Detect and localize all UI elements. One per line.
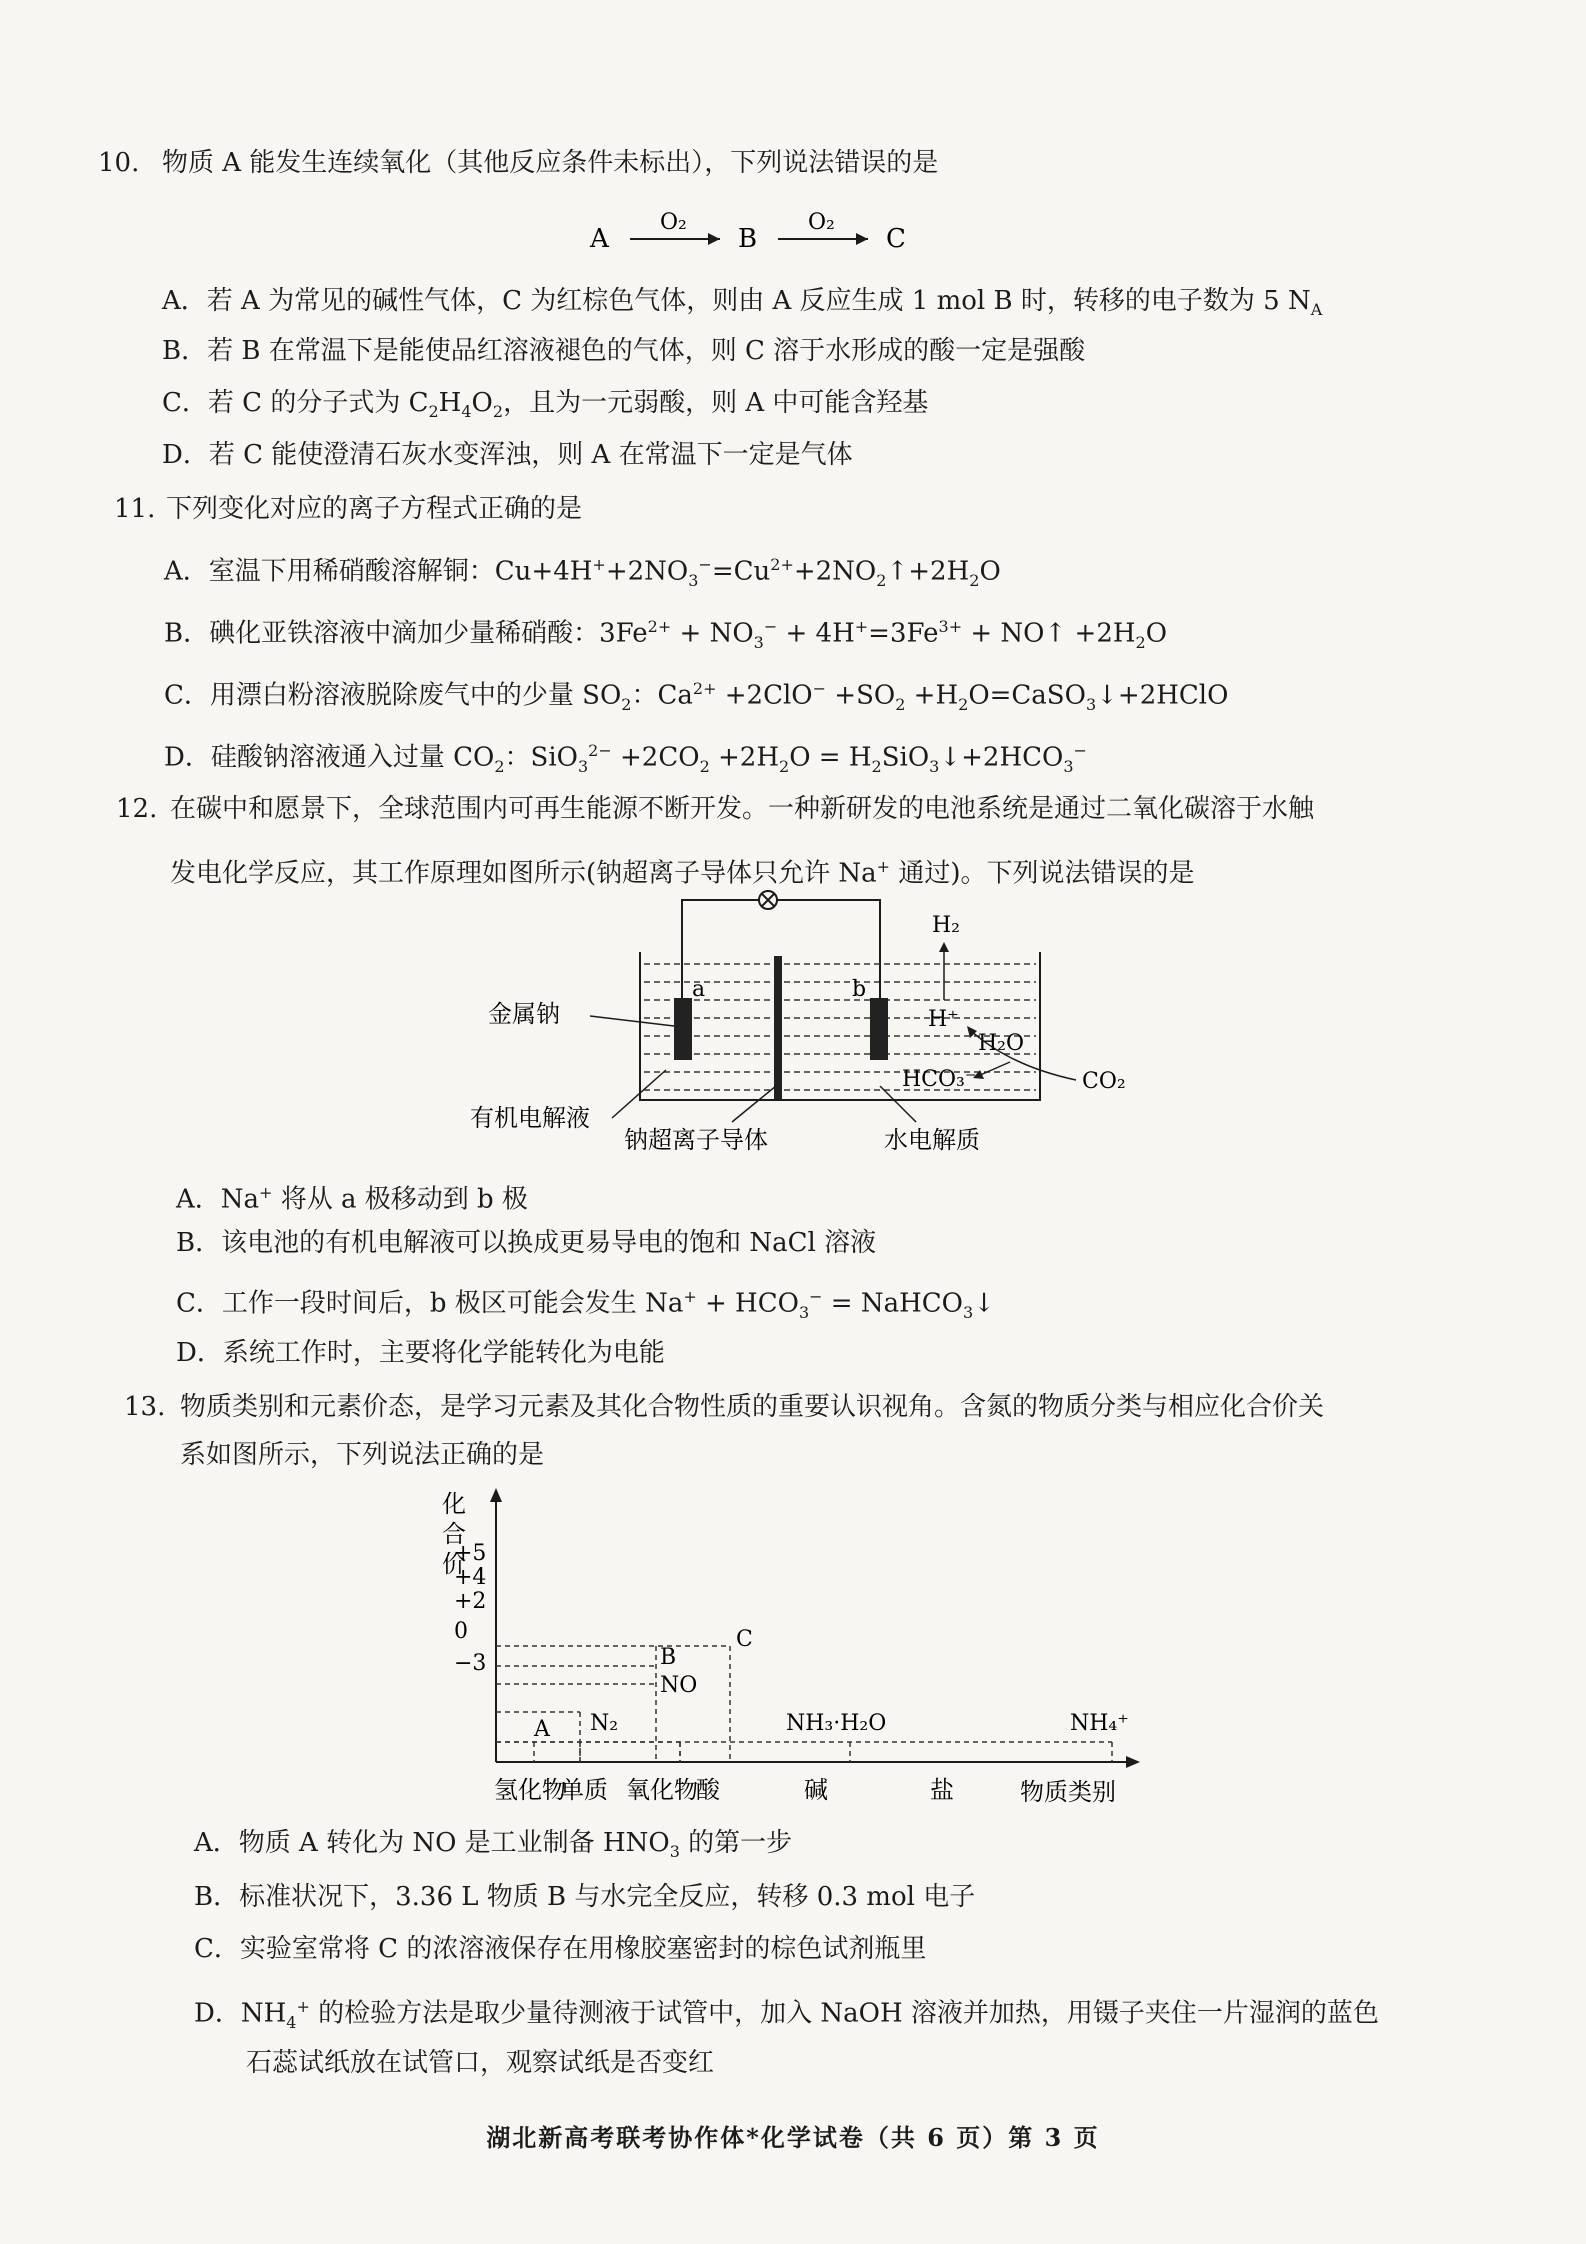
label-aqueous: 水电解质 bbox=[884, 1126, 980, 1154]
chart-ylabel-3: 价 bbox=[442, 1550, 466, 1578]
q13-option-c: C．实验室常将 C 的浓溶液保存在用橡胶塞密封的棕色试剂瓶里 bbox=[194, 1934, 927, 1964]
q12-option-c: C．工作一段时间后，b 极区可能会发生 $Na^+ + HCO_3^-$ = NaHCO$_3$↓ bbox=[176, 1287, 995, 1322]
scheme-a: A bbox=[590, 224, 609, 254]
chart-xtick: 盐 bbox=[930, 1776, 954, 1804]
label-h2: H₂ bbox=[932, 913, 961, 938]
label-h2o: H₂O bbox=[978, 1031, 1025, 1056]
label-hco3: HCO₃⁻ bbox=[902, 1067, 977, 1092]
q11-number: 11. bbox=[114, 494, 156, 524]
label-conductor: 钠超离子导体 bbox=[624, 1126, 768, 1154]
valence-chart bbox=[430, 1480, 1170, 1820]
q10-stem: 物质 A 能发生连续氧化（其他反应条件未标出），下列说法错误的是 bbox=[162, 148, 939, 178]
q13-option-d: D．$NH_4^+$ 的检验方法是取少量待测液于试管中，加入 NaOH 溶液并加热，用镊子夹住一片湿润的蓝色 bbox=[194, 1997, 1379, 2032]
q12-option-a: A．Na+ 将从 a 极移动到 b 极 bbox=[176, 1183, 528, 1215]
q11-option-a: A．室温下用稀硝酸溶解铜：$Cu+4H^++2NO_3^-=Cu^{2+}+2NO_2↑+2H_2O$ bbox=[164, 555, 1001, 590]
chart-ytick: +4 bbox=[454, 1565, 487, 1590]
chart-point-b: B bbox=[660, 1645, 677, 1670]
q13-option-a: A．物质 A 转化为 NO 是工业制备 $HNO_3$ 的第一步 bbox=[194, 1828, 793, 1862]
label-a: a bbox=[692, 977, 706, 1002]
chart-ytick: +2 bbox=[454, 1589, 487, 1614]
label-co2: CO₂ bbox=[1082, 1069, 1126, 1094]
q10-option-a: A．若 A 为常见的碱性气体，C 为红棕色气体，则由 A 反应生成 1 mol B 时，转移的电子数为 5 $N_A$ bbox=[162, 286, 1323, 320]
q10-option-c: C．若 C 的分子式为 $C_2H_4O_2$，且为一元弱酸，则 A 中可能含羟基 bbox=[162, 388, 929, 422]
q13-stem-line2: 系如图所示，下列说法正确的是 bbox=[180, 1440, 545, 1470]
chart-ytick: −3 bbox=[454, 1651, 487, 1676]
scheme-o2-1: O₂ bbox=[660, 210, 687, 235]
na-conductor bbox=[774, 956, 782, 1100]
chart-point-c: C bbox=[736, 1627, 753, 1652]
q10-option-d: D．若 C 能使澄清石灰水变浑浊，则 A 在常温下一定是气体 bbox=[162, 440, 853, 470]
chart-point-n2: N₂ bbox=[590, 1711, 619, 1736]
q12-option-d: D．系统工作时，主要将化学能转化为电能 bbox=[176, 1338, 665, 1368]
q11-stem: 下列变化对应的离子方程式正确的是 bbox=[166, 494, 583, 524]
chart-ytick: +5 bbox=[454, 1541, 487, 1566]
q13-number: 13. bbox=[124, 1392, 166, 1422]
chart-point-nh3h2o: NH₃·H₂O bbox=[786, 1711, 887, 1736]
page-footer: 湖北新高考联考协作体*化学试卷（共 6 页）第 3 页 bbox=[486, 2123, 1100, 2152]
scheme-o2-2: O₂ bbox=[808, 210, 835, 235]
scheme-c: C bbox=[886, 224, 906, 254]
chart-ylabel-2: 合 bbox=[442, 1520, 466, 1548]
label-b: b bbox=[852, 977, 867, 1002]
q11-option-d: D．硅酸钠溶液通入过量 $CO_2$：$SiO_3^{2-} +2CO_2 +2H_2O$ = $H_2SiO_3↓+2HCO_3^-$ bbox=[164, 741, 1087, 776]
chart-xtick: 氧化物 bbox=[626, 1776, 698, 1804]
label-metal-na: 金属钠 bbox=[488, 1000, 560, 1028]
q11-option-c: C．用漂白粉溶液脱除废气中的少量 $SO_2$：$Ca^{2+} +2ClO^- +SO_2$ $+H_2O=CaSO_3↓+2HClO$ bbox=[164, 679, 1229, 714]
q13-option-d-cont: 石蕊试纸放在试管口，观察试纸是否变红 bbox=[246, 2048, 715, 2078]
q10-scheme bbox=[560, 205, 980, 265]
q13-stem-line1: 物质类别和元素价态，是学习元素及其化合物性质的重要认识视角。含氮的物质分类与相应化合价关 bbox=[180, 1392, 1325, 1422]
q12-option-b: B．该电池的有机电解液可以换成更易导电的饱和 NaCl 溶液 bbox=[176, 1228, 877, 1258]
chart-xtick: 单质 bbox=[560, 1776, 608, 1804]
q12-stem-line2: 发电化学反应，其工作原理如图所示(钠超离子导体只允许 Na+ 通过)。下列说法错误的是 bbox=[170, 857, 1195, 889]
chart-xtick: 酸 bbox=[696, 1776, 720, 1804]
chart-point-a: A bbox=[534, 1717, 550, 1742]
q10-number: 10. bbox=[98, 148, 140, 178]
chart-point-no: NO bbox=[660, 1673, 698, 1698]
label-organic: 有机电解液 bbox=[470, 1104, 590, 1132]
q10-option-b: B．若 B 在常温下是能使品红溶液褪色的气体，则 C 溶于水形成的酸一定是强酸 bbox=[162, 336, 1086, 366]
q13-option-b: B．标准状况下，3.36 L 物质 B 与水完全反应，转移 0.3 mol 电子 bbox=[194, 1882, 976, 1912]
q12-number: 12. bbox=[116, 794, 158, 824]
battery-diagram bbox=[470, 890, 1170, 1170]
label-hplus: H⁺ bbox=[928, 1007, 959, 1032]
chart-ylabel-1: 化 bbox=[442, 1490, 466, 1518]
chart-ytick: 0 bbox=[454, 1619, 468, 1644]
chart-xtick: 碱 bbox=[804, 1776, 828, 1804]
electrode-a bbox=[674, 998, 692, 1060]
scheme-b: B bbox=[738, 224, 758, 254]
electrode-b bbox=[870, 998, 888, 1060]
q12-stem-line1: 在碳中和愿景下，全球范围内可再生能源不断开发。一种新研发的电池系统是通过二氧化碳溶于水触 bbox=[170, 794, 1315, 824]
q11-option-b: B．碘化亚铁溶液中滴加少量稀硝酸：$3Fe^{2+} + NO_3^- + 4H^+=3Fe^{3+}$ + NO↑ $+2H_2O$ bbox=[164, 617, 1168, 652]
chart-xtick: 氢化物 bbox=[494, 1776, 566, 1804]
chart-point-nh4: NH₄⁺ bbox=[1070, 1711, 1129, 1736]
chart-xlabel: 物质类别 bbox=[1020, 1778, 1116, 1806]
